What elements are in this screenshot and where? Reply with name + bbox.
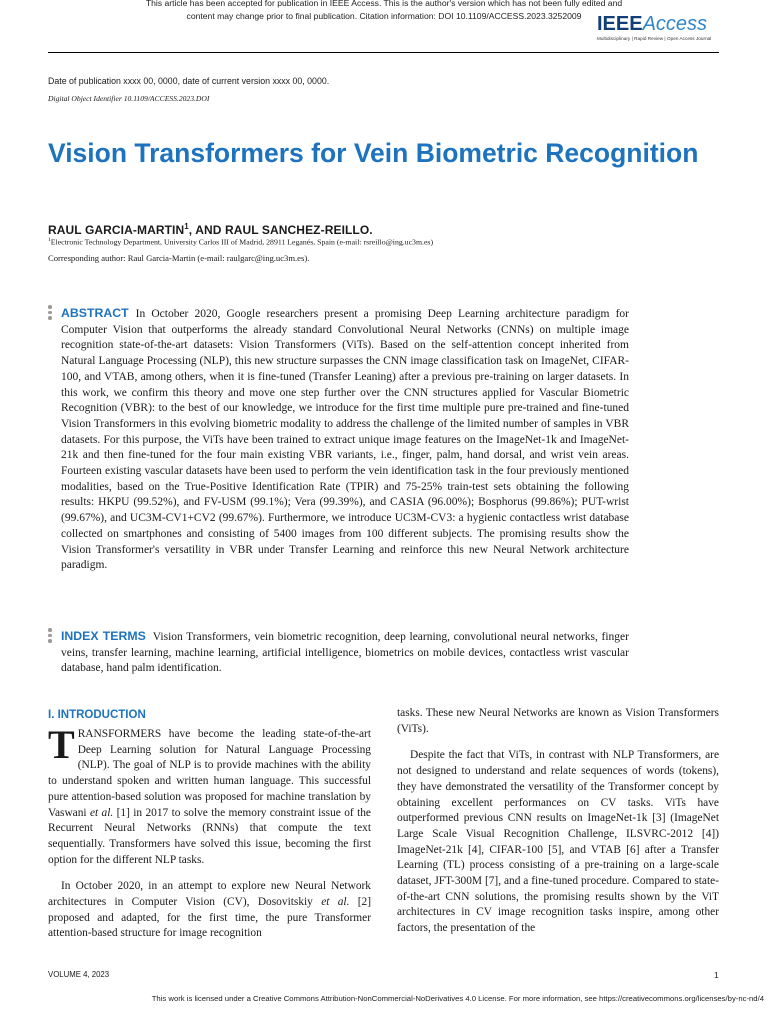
notice-line-1: This article has been accepted for publication in IEEE Access. This is the author's version which has not been fully edited and (145, 0, 623, 8)
abstract-text: In October 2020, Google researchers present a promising Deep Learning architecture paradigm for Computer Vision that outperforms the already standard Convolutional Neural Networks (CNNs) on multiple image recognition state-of-the-art datasets: Vision Transformers (ViTs). Based on the self-attention concept inherited from Natural Language Processing (NLP), this new structure surpasses the CNN image classification task on ImageNet, CIFAR-100, and VTAB, among others, when it is fine-tuned (Transfer Leaning) after a previous pre-training on larger datasets. In this work, we confirm this theory and move one step further over the CNN structures applied for Vascular Biometric Recognition (VBR): to the best of our knowledge, we introduce for the first time multiple pure pre-trained and fine-tuned Vision Transformers in this evolving biometric modality to address the challenge of the limited number of samples in VBR datasets. For this purpose, the ViTs have been trained to extract unique image features on the ImageNet-1k and ImageNet-21k and then fine-tuned for the four main existing VBR variants, i.e., finger, palm, hand dorsal, and wrist vein areas. Fourteen existing vascular datasets have been used to perform the vein identification task in the four previously mentioned modalities, based on the True-Positive Identification Rate (TPIR) and 75-25% train-test sets obtaining the following results: HKPU (99.52%), and FV-USM (99.1%); Vera (99.39%), and CASIA (96.00%); Bosphorus (99.86%); PUT-wrist (99.67%), and UC3M-CV1+CV2 (99.67%). Furthermore, we introduce UC3M-CV3: a hygienic contactless wrist database collected on smartphones and consisting of 5400 images from 100 different subjects. The promising results show the Vision Transformer's versatility in VBR under Transfer Learning and reinforce this new Neural Network architecture paradigm. (61, 308, 629, 572)
index-terms-label: INDEX TERMS (61, 629, 146, 643)
index-terms-dots-icon (48, 628, 54, 645)
right-column (397, 706, 719, 937)
logo-access-text: Access (642, 13, 708, 35)
intro-paragraph-1 (48, 722, 371, 868)
paper-title: Vision Transformers for Vein Biometric Recognition (48, 138, 699, 168)
intro-p2-end: [2] proposed and adapted, for the first time, the pure Transformer attention-based structure for image recognition (48, 896, 371, 940)
affiliation (48, 237, 433, 247)
author-rest: , AND RAUL SANCHEZ-REILLO. (188, 223, 373, 237)
abstract-dots-icon (48, 305, 54, 322)
index-terms-text: Vision Transformers, vein biometric recognition, deep learning, convolutional neural networks, finger veins, transfer learning, machine learning, artificial intelligence, biometrics on mobile devices, contactless wrist vascular database, hand palm identification. (61, 631, 629, 675)
author-affiliation-marker: 1 (184, 222, 189, 231)
section-heading-introduction: I. INTRODUCTION (48, 709, 146, 721)
license-notice: This work is licensed under a Creative Commons Attribution-NonCommercial-NoDerivatives 4.0 License. For more information, see https://creativecommons.org/licenses/by-nc-nd/4 (151, 994, 764, 1003)
notice-line-2: content may change prior to final publication. Citation information: DOI 10.1109/ACCESS.2023.3252009 (186, 10, 582, 21)
footer-volume: VOLUME 4, 2023 (48, 970, 110, 979)
author-list (48, 222, 373, 237)
header-divider (48, 52, 719, 53)
abstract-label: ABSTRACT (61, 306, 129, 320)
intro-paragraph-4: Despite the fact that ViTs, in contrast with NLP Transformers, are not designed to understand and relate sequences of words (tokens), they have demonstrated the versatility of the Transformer concept by obtaining excellent performances on CV tasks. ViTs have outperformed previous CNN results on ImageNet-1k [3] (ImageNet Large Scale Visual Recognition Challenge, ILSVRC-2012 [4]) ImageNet-21k [4], CIFAR-100 [5], and VTAB [6] after a Transfer Learning (TL) process consisting of a pre-training on a large-scale dataset, JFT-300M [7], and a fine-tuned procedure. Compared to state-of-the-art CNN solutions, the promising results shown by the ViT architectures in CV image recognition tasks inspire, among other factors, the presentation of the (397, 749, 719, 935)
corresponding-author: Corresponding author: Raul Garcia-Martin (e-mail: raulgarc@ing.uc3m.es). (48, 253, 310, 263)
intro-paragraph-2 (48, 879, 371, 942)
drop-cap: T (48, 722, 75, 767)
page-number: 1 (714, 970, 719, 980)
intro-p1-text: RANSFORMERS have become the leading state-of-the-art Deep Learning solution for Natural Language Processing (NLP). The goal of NLP is to provide machines with the ability to understand spoken and written human language. This successful pure attention-based solution was proposed for machine translation by Vaswani (48, 728, 371, 819)
affiliation-marker: 1 (48, 237, 51, 243)
doi-line: Digital Object Identifier 10.1109/ACCESS.2023.DOI (48, 94, 210, 103)
logo-tagline: Multidisciplinary | Rapid Review | Open Access Journal (597, 36, 712, 41)
intro-paragraph-3: tasks. These new Neural Networks are known as Vision Transformers (ViTs). (397, 707, 719, 735)
abstract (61, 306, 629, 574)
intro-p1-etal: et al. (89, 806, 114, 819)
intro-p2-text: In October 2020, in an attempt to explore new Neural Network architectures in Computer Vision (CV), Dosovitskiy (48, 880, 371, 909)
affiliation-text: Electronic Technology Department, University Carlos III of Madrid, 28911 Leganés, Spain (e-mail: rsreillo@ing.uc3m.es) (50, 237, 434, 247)
author-first: RAUL GARCIA-MARTIN (48, 223, 185, 237)
intro-p1-end: [1] in 2017 to solve the memory constraint issue of the Recurrent Neural Networks (RNNs) that compute the text sequentially. Transformers have solved this issue, becoming the first option for the different NLP tasks. (48, 806, 371, 866)
ieee-access-logo (597, 13, 722, 49)
publication-date: Date of publication xxxx 00, 0000, date of current version xxxx 00, 0000. (48, 76, 330, 86)
logo-ieee-text: IEEE (597, 13, 643, 35)
intro-p2-etal: et al. (321, 896, 350, 909)
left-column (48, 706, 371, 942)
index-terms (61, 629, 629, 677)
